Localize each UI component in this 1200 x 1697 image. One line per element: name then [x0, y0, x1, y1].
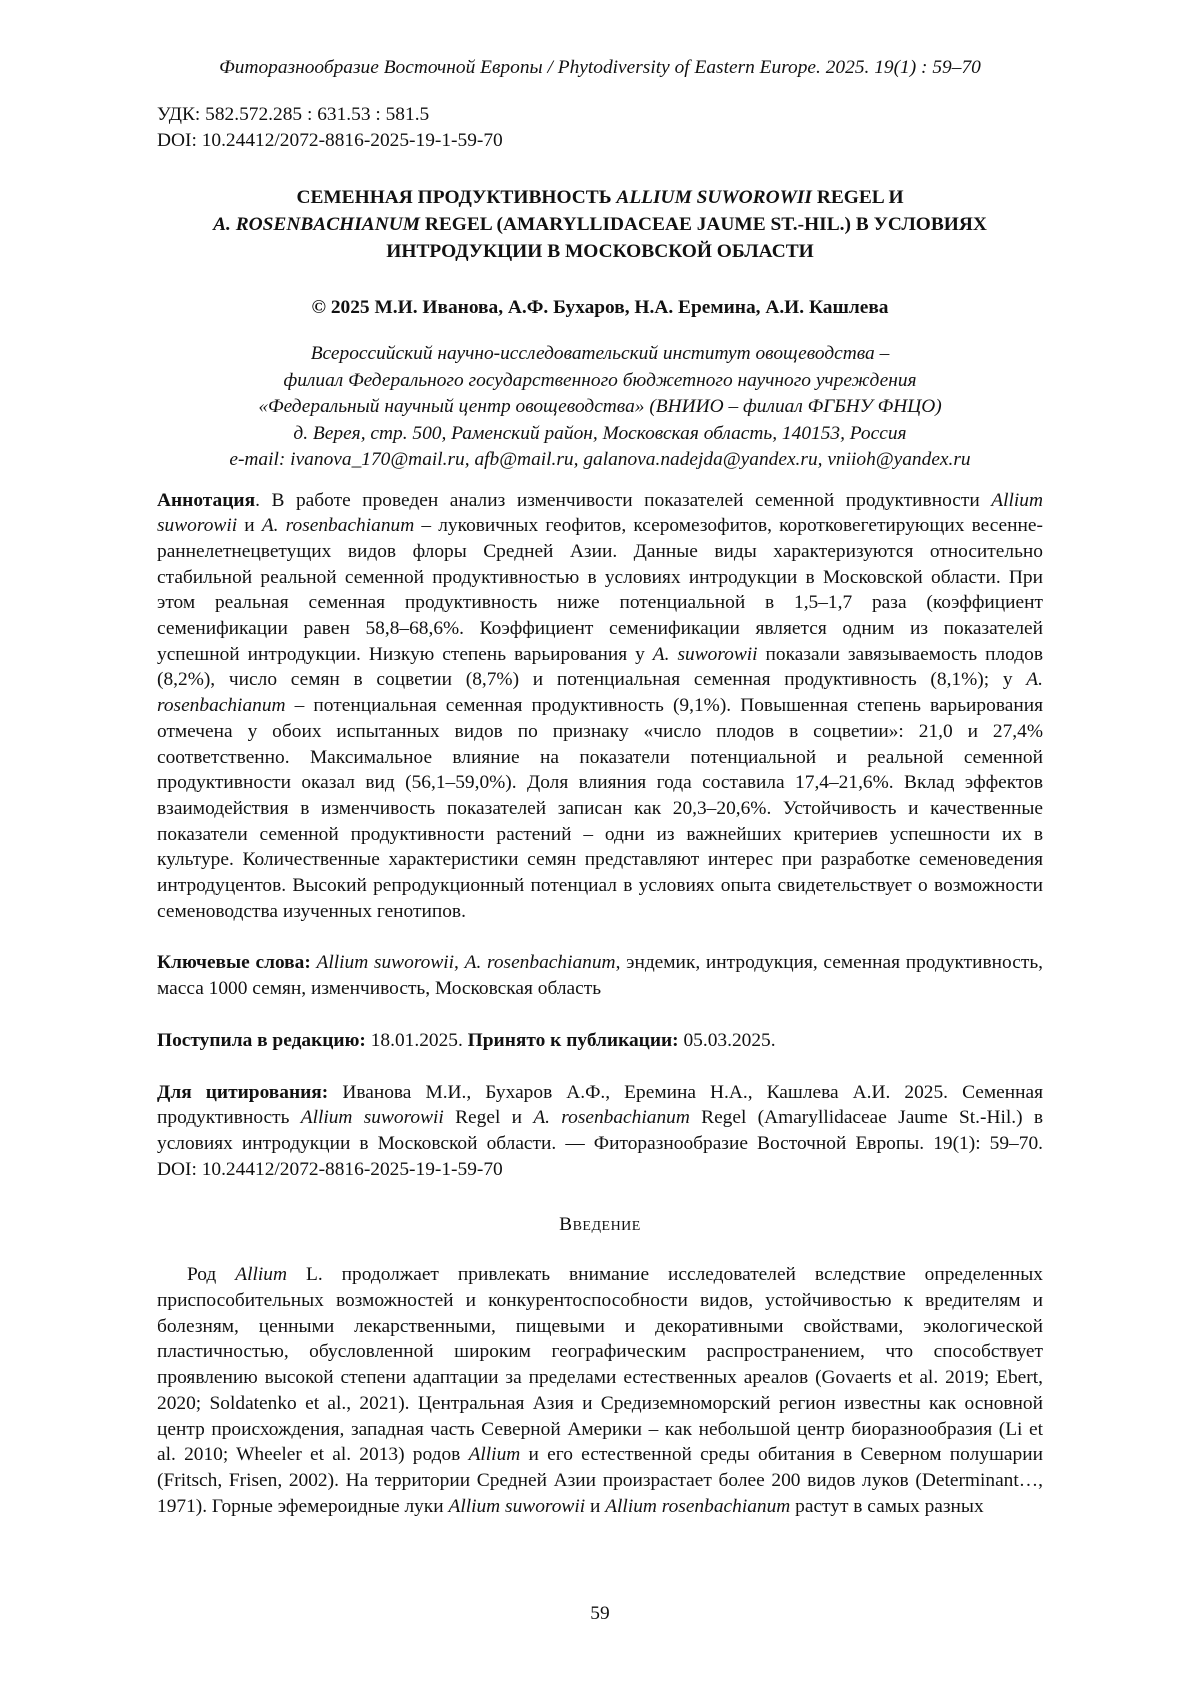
affiliation-block	[157, 341, 1043, 474]
introduction-paragraph: Род Allium L. продолжает привлекать внимание исследователей вследствие определенных приспособительных возможностей и конкурентоспособности видов, устойчивостью к вредителям и болезням, ценными лекарственными, пищевыми и декоративными свойствами, экологической пластичностью, обусловленной широким географическим распространением, что способствует проявлению высокой степени адаптации за пределами естественных ареалов (Govaerts et al. 2019; Ebert, 2020; Soldatenko et al., 2021). Центральная Азия и Средиземноморский регион известны как основной центр происхождения, западная часть Северной Америки – как небольшой центр биоразнообразия (Li et al. 2010; Wheeler et al. 2013) родов Allium и его естественной среды обитания в Северном полушарии (Fritsch, Frisen, 2002). На территории Средней Азии произрастает более 200 видов луков (Determinant…, 1971). Горные эфемероидные луки Allium suworowii и Allium rosenbachianum растут в самых разных	[157, 1264, 1043, 1517]
udc-line: УДК: 582.572.285 : 631.53 : 581.5	[157, 104, 430, 125]
article-title-line-1: СЕМЕННАЯ ПРОДУКТИВНОСТЬ ALLIUM SUWOROWII REGEL И	[296, 187, 904, 208]
affiliation-line-1: Всероссийский научно-исследовательский институт овощеводства –	[310, 343, 890, 364]
article-title-line-3: ИНТРОДУКЦИИ В МОСКОВСКОЙ ОБЛАСТИ	[386, 241, 814, 262]
journal-header-line: Фиторазнообразие Восточной Европы / Phytodiversity of Eastern Europe. 2025. 19(1) : 59–70	[219, 57, 981, 78]
page-number: 59	[590, 1603, 610, 1624]
affiliation-line-3: «Федеральный научный центр овощеводства» (ВНИИО – филиал ФГБНУ ФНЦО)	[258, 396, 942, 417]
received-accepted-line: Поступила в редакцию: 18.01.2025. Принято к публикации: 05.03.2025.	[157, 1029, 776, 1051]
abstract-paragraph: Аннотация. В работе проведен анализ изменчивости показателей семенной продуктивности Allium suworowii и A. rosenbachianum – луковичных геофитов, ксеромезофитов, коротковегетирующих весенне-раннелетнецветущих видов флоры Средней Азии. Данные виды характеризуются относительно стабильной реальной семенной продуктивностью в условиях интродукции в Московской области. При этом реальная семенная продуктивность ниже потенциальной в 1,5–1,7 раза (коэффициент семенификации равен 58,8–68,6%. Коэффициент семенификации является одним из показателей успешной интродукции. Низкую степень варьирования у A. suworowii показали завязываемость плодов (8,2%), число семян в соцветии (8,7%) и потенциальная семенная продуктивность (8,1%); у A. rosenbachianum – потенциальная семенная продуктивность (9,1%). Повышенная степень варьирования отмечена у обоих испытанных видов по признаку «число плодов в соцветии»: 21,0 и 27,4% соответственно. Максимальное влияние на показатели потенциальной и реальной семенной продуктивности оказал вид (56,1–59,0%). Доля влияния года составила 17,4–21,6%. Вклад эффектов взаимодействия в изменчивость показателей записан как 20,3–20,6%. Устойчивость и качественные показатели семенной продуктивности растений – одни из важнейших критериев успешности их в культуре. Количественные характеристики семян представляют интерес при разработке семеноведения интродуцентов. Высокий репродукционный потенциал в условиях опыта свидетельствует о возможности семеноводства изученных генотипов.	[157, 489, 1043, 922]
introduction-heading: Введение	[559, 1214, 641, 1236]
authors-line: © 2025 М.И. Иванова, А.Ф. Бухаров, Н.А. Еремина, А.И. Кашлева	[311, 297, 889, 318]
article-title	[157, 184, 1043, 265]
citation-paragraph: Для цитирования: Иванова М.И., Бухаров А.Ф., Еремина Н.А., Кашлева А.И. 2025. Семенная продуктивность Allium suworowii Regel и A. rosenbachianum Regel (Amaryllidaceae Jaume St.-Hil.) в условиях интродукции в Московской области. — Фиторазнообразие Восточной Европы. 19(1): 59–70. DOI: 10.24412/2072-8816-2025-19-1-59-70	[157, 1081, 1044, 1180]
affiliation-line-2: филиал Федерального государственного бюджетного научного учреждения	[283, 369, 917, 391]
affiliation-line-4: д. Верея, стр. 500, Раменский район, Московская область, 140153, Россия	[293, 422, 907, 444]
keywords-paragraph: Ключевые слова: Allium suworowii, A. rosenbachianum, эндемик, интродукция, семенная продуктивность, масса 1000 семян, изменчивость, Московская область	[157, 952, 1044, 1000]
affiliation-email-line: e-mail: ivanova_170@mail.ru, afb@mail.ru, galanova.nadejda@yandex.ru, vniioh@yandex.ru	[229, 449, 971, 470]
doi-line: DOI: 10.24412/2072-8816-2025-19-1-59-70	[157, 130, 503, 151]
article-title-line-2: A. ROSENBACHIANUM REGEL (AMARYLLIDACEAE JAUME ST.-HIL.) В УСЛОВИЯХ	[213, 214, 987, 235]
